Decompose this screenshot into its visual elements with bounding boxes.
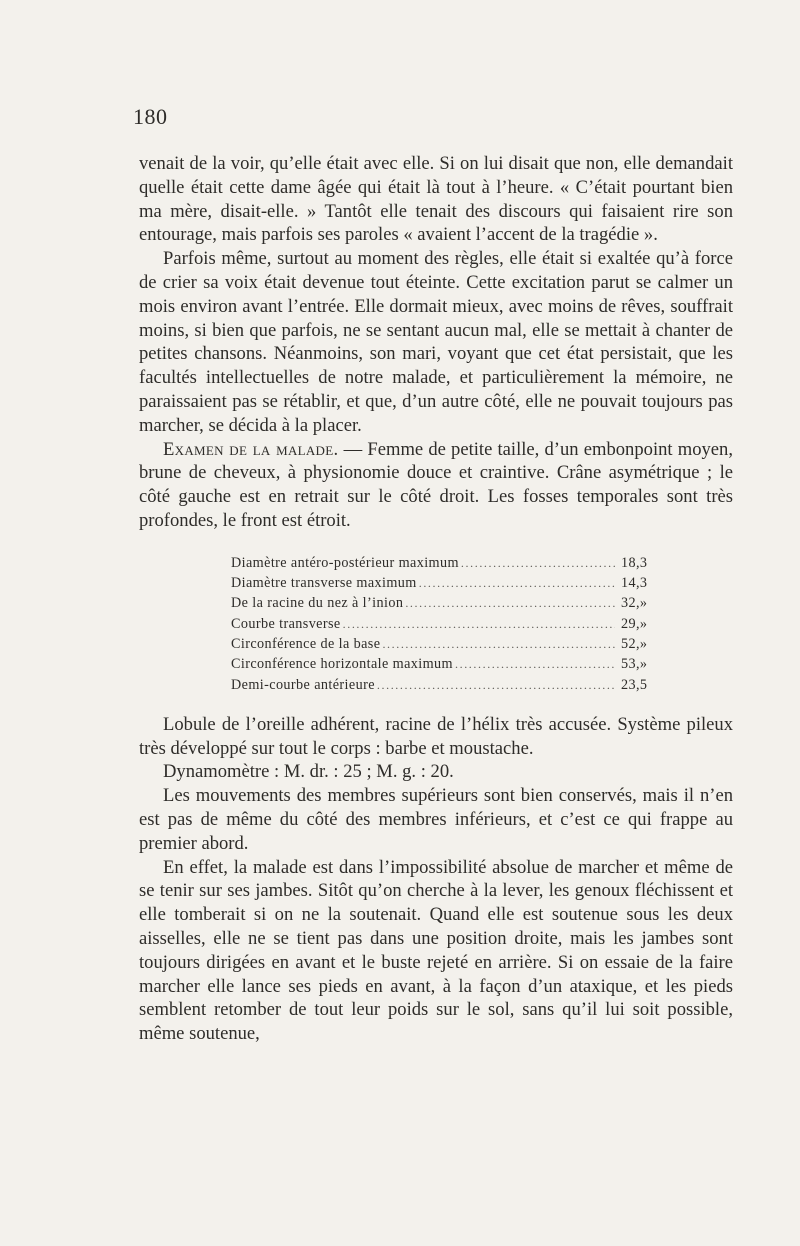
measurement-value: 18,3 xyxy=(621,554,648,571)
measurement-label: Circonférence de la base xyxy=(231,635,381,652)
leader-dots xyxy=(455,654,615,674)
exam-heading: Examen de la malade. xyxy=(163,438,339,460)
measurement-label: Demi-courbe antérieure xyxy=(231,676,375,693)
paragraph: Lobule de l’oreille adhérent, racine de l’hélix très accusée. Système pileux très développé sur tout le corps : barbe et moustache. xyxy=(139,713,733,759)
paragraph: venait de la voir, qu’elle était avec elle. Si on lui disait que non, elle demandait quelle était cette dame âgée qui était là tout à l’heure. « C’était pourtant bien ma mère, disait-elle. » Tantôt elle tenait des discours qui faisaient rire son entourage, mais parfois ses paroles « avaient l’accent de la tragédie ». xyxy=(139,153,733,246)
measurement-row xyxy=(231,593,651,613)
measurement-row xyxy=(231,675,651,695)
exam-paragraph xyxy=(139,438,733,533)
leader-dots xyxy=(461,553,615,573)
leader-dots xyxy=(419,573,615,593)
exam-text: — Femme de petite taille, d’un embonpoint moyen, brune de cheveux, à physionomie douce et craintive. Crâne asymétrique ; le côté gauche est en retrait sur le côté droit. Les fosses temporales sont très profondes, le front est étroit. xyxy=(139,438,733,531)
measurement-row xyxy=(231,573,651,593)
measurement-value: 32,» xyxy=(621,595,648,612)
measurement-row xyxy=(231,634,651,654)
measurement-row xyxy=(231,654,651,674)
paragraph: Les mouvements des membres supérieurs sont bien conservés, mais il n’en est pas de même du côté des membres inférieurs, et c’est ce qui frappe au premier abord. xyxy=(139,785,733,854)
measurement-label: Circonférence horizontale maximum xyxy=(231,656,453,673)
measurement-value: 53,» xyxy=(621,656,648,673)
measurement-label: De la racine du nez à l’inion xyxy=(231,595,404,612)
page-number: 180 xyxy=(133,104,168,129)
measurement-value: 14,3 xyxy=(621,575,648,592)
measurement-value: 52,» xyxy=(621,635,648,652)
paragraph: En effet, la malade est dans l’impossibilité absolue de marcher et même de se tenir sur ses jambes. Sitôt qu’on cherche à la lever, les genoux fléchissent et elle tomberait si on ne la soutenait. Quand elle est soutenue sous les deux aisselles, elle ne se tient pas dans une position droite, mais les jambes sont toujours dirigées en avant et le buste rejeté en arrière. Si on essaie de la faire marcher elle lance ses pieds en avant, à la façon d’un ataxique, et les pieds semblent retomber de tout leur poids sur le sol, sans qu’il lui soit possible, même soutenue, xyxy=(139,856,733,1045)
measurement-row xyxy=(231,553,651,573)
measurement-label: Diamètre transverse maximum xyxy=(231,575,417,592)
measurement-label: Diamètre antéro-postérieur maximum xyxy=(231,554,459,571)
measurement-row xyxy=(231,614,651,634)
measurement-label: Courbe transverse xyxy=(231,615,341,632)
leader-dots xyxy=(377,675,615,695)
leader-dots xyxy=(382,634,615,654)
leader-dots xyxy=(405,593,615,613)
measurement-table xyxy=(231,553,651,695)
measurement-value: 29,» xyxy=(621,615,648,632)
measurement-value: 23,5 xyxy=(621,676,648,693)
body-text xyxy=(139,152,733,1046)
leader-dots xyxy=(343,614,615,634)
paragraph: Dynamomètre : M. dr. : 25 ; M. g. : 20. xyxy=(163,761,454,783)
paragraph: Parfois même, surtout au moment des règles, elle était si exaltée qu’à force de crier sa voix était devenue tout éteinte. Cette excitation parut se calmer un mois environ avant l’entrée. Elle dormait mieux, avec moins de rêves, souffrait moins, si bien que parfois, ne se sentant aucun mal, elle se mettait à chanter de petites chansons. Néanmoins, son mari, voyant que cet état persistait, que les facultés intellectuelles de notre malade, et particulièrement la mémoire, ne paraissaient pas se rétablir, et que, d’un autre côté, elle ne pouvait toujours pas marcher, se décida à la placer. xyxy=(139,248,733,436)
